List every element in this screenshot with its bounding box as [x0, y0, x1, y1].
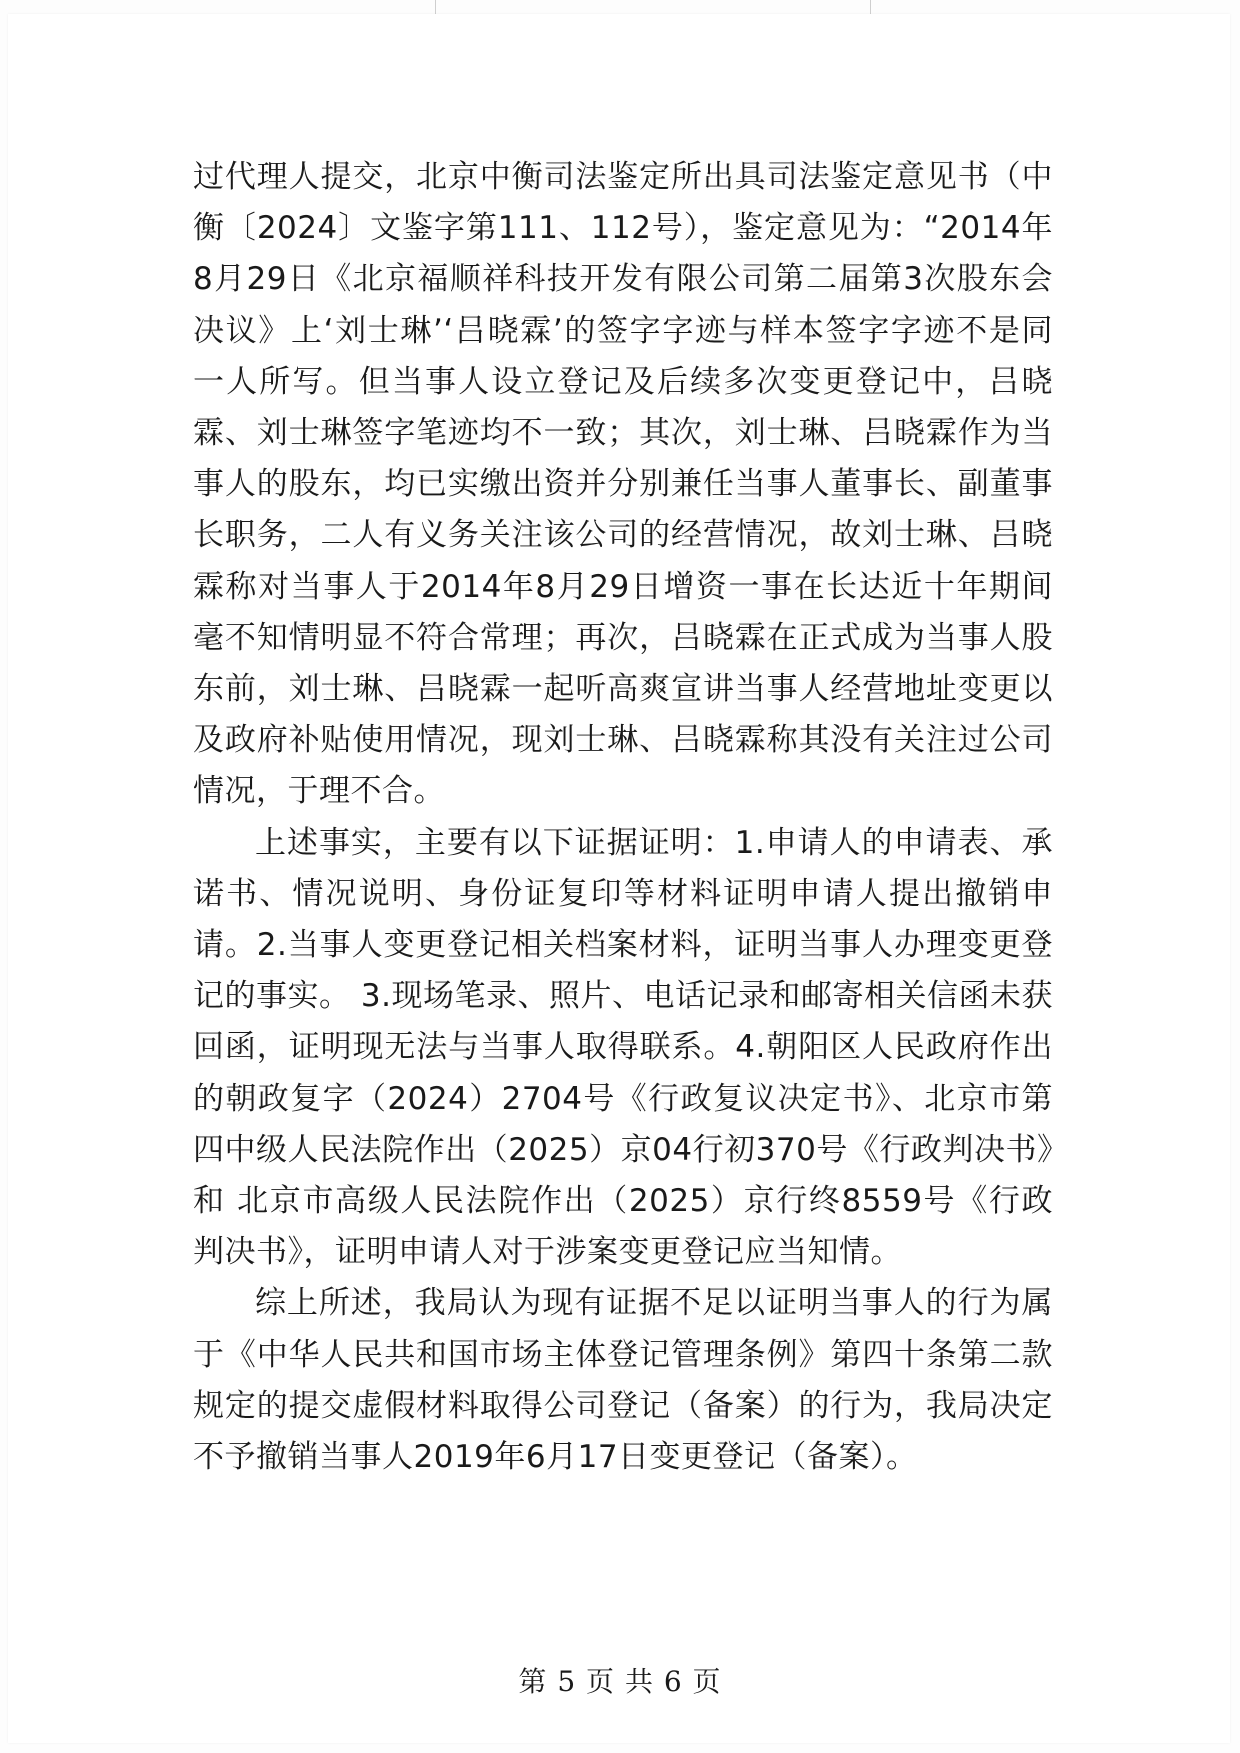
paragraph-evidence: 上述事实，主要有以下证据证明：1.申请人的申请表、承诺书、情况说明、身份证复印等材料证明申请人提出撤销申请。2.当事人变更登记相关档案材料，证明当事人办理变更登记的事实。 3.现场笔录、照片、电话记录和邮寄相关信函未获回函，证明现无法与当事人取得联系。4.朝阳区人民政府作出的朝政复字（2024）2704号《行政复议决定书》、北京市第四中级人民法院作出（2025）京04行初370号《行政判决书》和 北京市高级人民法院作出（2025）京行终8559号《行政判决书》，证明申请人对于涉案变更登记应当知情。 [193, 824, 1053, 1271]
document-body [193, 152, 1053, 1483]
paragraph-continuation: 过代理人提交，北京中衡司法鉴定所出具司法鉴定意见书（中衡〔2024〕文鉴字第111、112号），鉴定意见为：“2014年8月29日《北京福顺祥科技开发有限公司第二届第3次股东会决议》上‘刘士琳’‘吕晓霖’的签字字迹与样本签字字迹不是同一人所写。但当事人设立登记及后续多次变更登记中，吕晓霖、刘士琳签字笔迹均不一致；其次，刘士琳、吕晓霖作为当事人的股东，均已实缴出资并分别兼任当事人董事长、副董事长职务，二人有义务关注该公司的经营情况，故刘士琳、吕晓霖称对当事人于2014年8月29日增资一事在长达近十年期间毫不知情明显不符合常理；再次，吕晓霖在正式成为当事人股东前，刘士琳、吕晓霖一起听高爽宣讲当事人经营地址变更以及政府补贴使用情况，现刘士琳、吕晓霖称其没有关注过公司情况，于理不合。 [193, 159, 1053, 810]
paragraph-conclusion: 综上所述，我局认为现有证据不足以证明当事人的行为属于《中华人民共和国市场主体登记管理条例》第四十条第二款规定的提交虚假材料取得公司登记（备案）的行为，我局决定不予撤销当事人2019年6月17日变更登记（备案）。 [193, 1285, 1053, 1476]
scan-top-mark-left [435, 0, 436, 14]
scan-top-mark-right [870, 0, 871, 14]
page-number: 第 5 页 共 6 页 [518, 1665, 722, 1698]
